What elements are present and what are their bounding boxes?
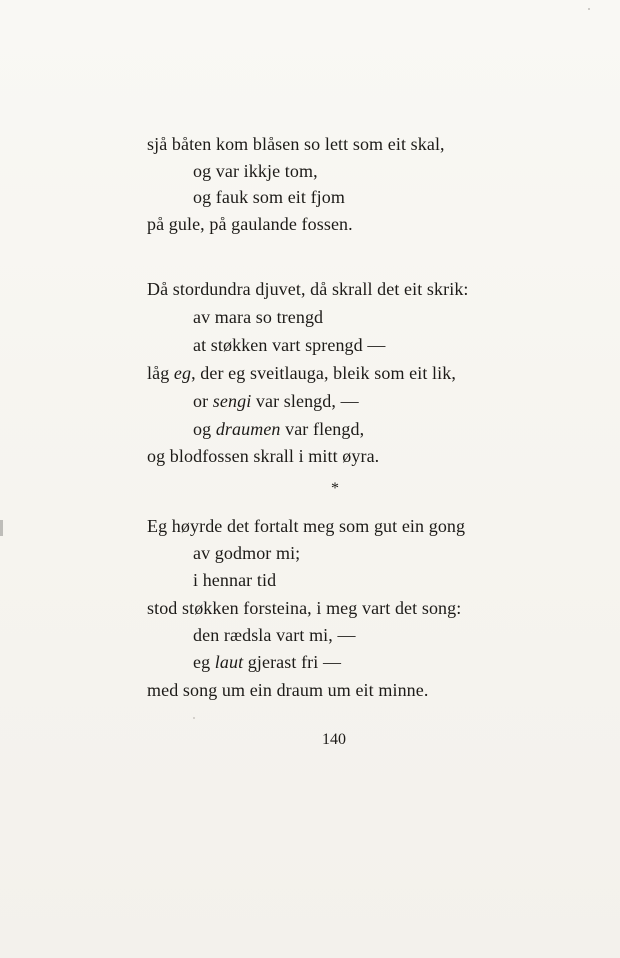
paper-speck [588,8,590,10]
line-text: av mara so trengd [193,307,324,327]
line-text: stod støkken forsteina, i meg vart det song: [147,598,462,618]
page-number: 140 [322,731,346,748]
poem-line [193,186,345,208]
line-text: , der eg sveitlauga, bleik som eit lik, [191,363,456,383]
line-text: i hennar tid [193,570,277,590]
line-text: Eg høyrde det fortalt meg som gut ein gong [147,516,466,536]
poem-line [193,624,356,646]
line-text: av godmor mi; [193,543,301,563]
line-text: og fauk som eit fjom [193,187,345,207]
poem-line [147,597,461,619]
section-divider-asterisk: * [331,480,339,497]
line-text: gjerast fri — [243,652,342,672]
page-edge-mark [0,520,3,536]
poem-line [193,651,341,673]
line-text: eg [193,652,215,672]
italic-word: eg [173,363,192,383]
line-text: var slengd, — [251,391,359,411]
poem-line [193,569,276,591]
line-text: sjå båten kom blåsen so lett som eit skal, [147,134,445,154]
poem-line [193,160,318,182]
line-text: Då stordundra djuvet, då skrall det eit skrik: [147,279,469,299]
poem-line [193,334,385,356]
paper-speck [193,717,195,719]
poem-line [147,515,465,537]
poem-line [147,679,428,701]
poem-line [193,390,359,412]
line-text: med song um ein draum um eit minne. [147,680,429,700]
italic-word: laut [214,652,244,672]
poem-line [147,133,445,155]
italic-word: draumen [215,419,281,439]
line-text: på gule, på gaulande fossen. [147,214,353,234]
poem-line [147,278,469,300]
poem-line [147,362,456,384]
poem-line [193,306,323,328]
line-text: og [193,419,216,439]
line-text: og blodfossen skrall i mitt øyra. [147,446,380,466]
line-text: or [193,391,213,411]
line-text: at støkken vart sprengd — [193,335,386,355]
poem-line [193,542,300,564]
line-text: låg [147,363,174,383]
line-text: den rædsla vart mi, — [193,625,356,645]
poem-line [147,213,353,235]
poem-line [193,418,364,440]
line-text: var flengd, [280,419,365,439]
line-text: og var ikkje tom, [193,161,318,181]
poem-line [147,445,379,467]
italic-word: sengi [212,391,252,411]
